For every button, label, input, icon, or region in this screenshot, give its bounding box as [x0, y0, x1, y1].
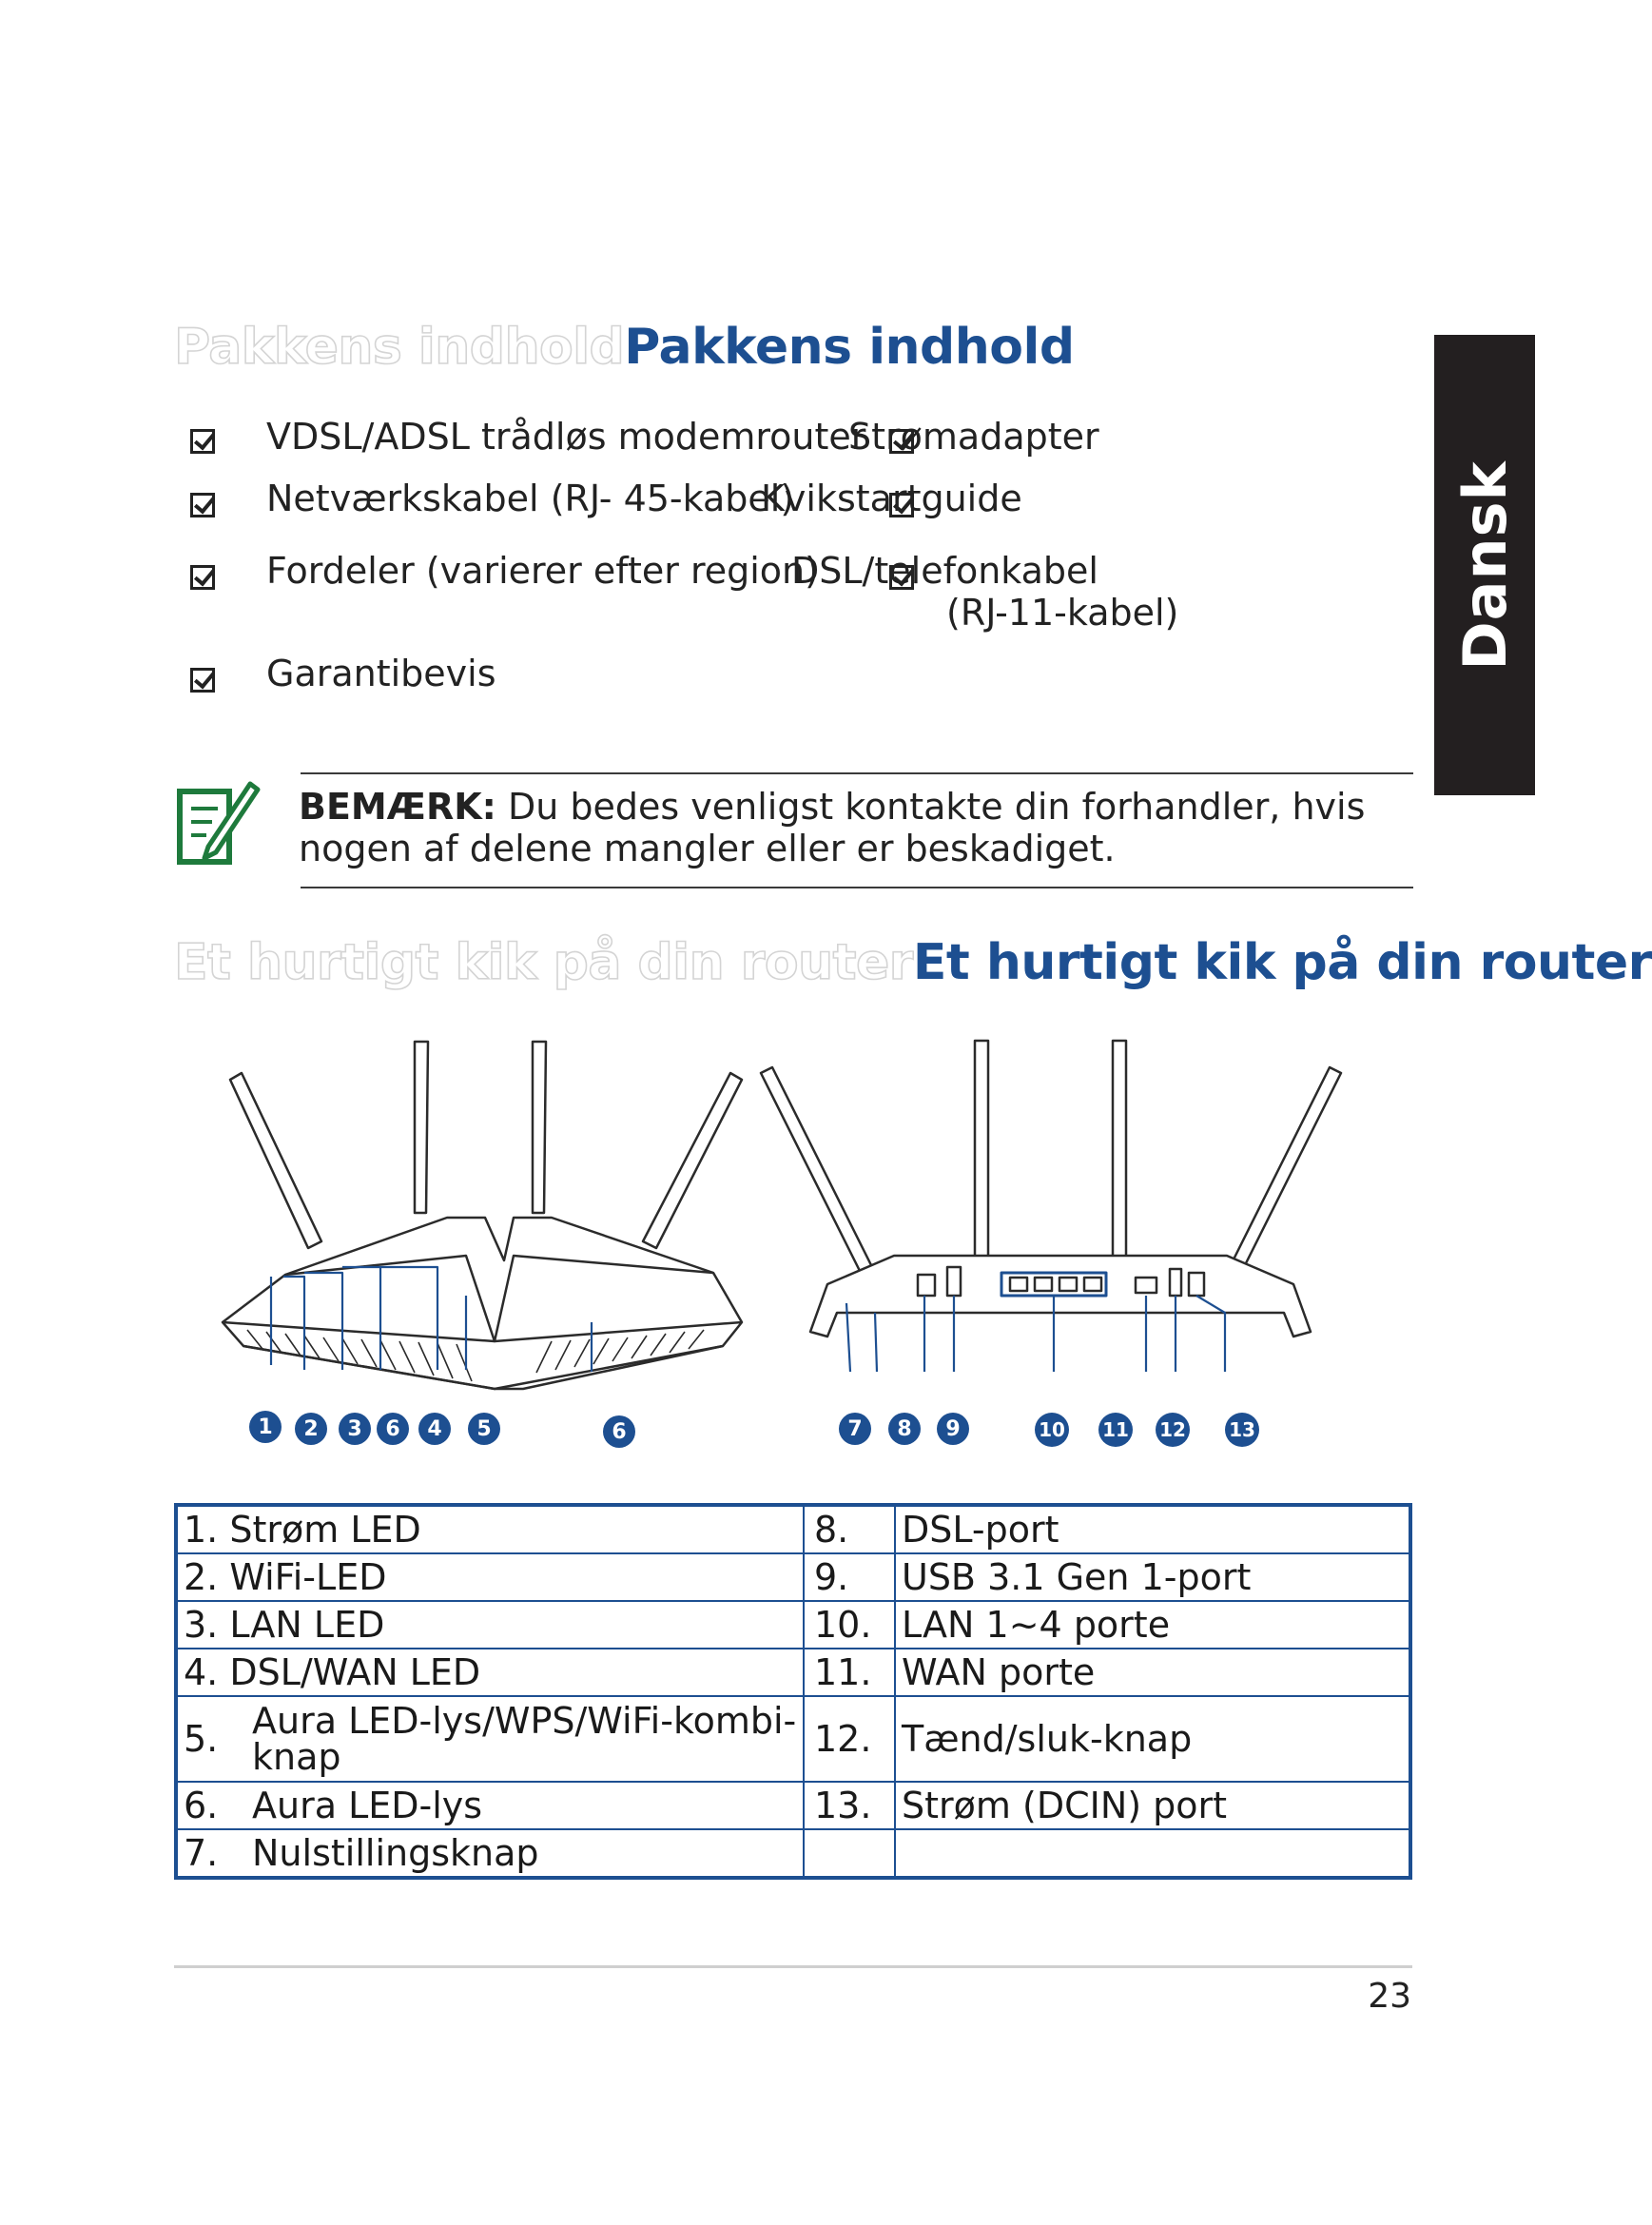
table-cell: 13. — [804, 1782, 895, 1829]
table-cell: 8. — [804, 1505, 895, 1553]
checklist-item: Kvikstartguide — [761, 478, 1022, 519]
table-cell — [176, 1782, 804, 1829]
table-cell — [176, 1505, 804, 1553]
checklist-item: DSL/telefonkabel — [791, 550, 1098, 592]
part-name: DSL/WAN LED — [229, 1651, 481, 1693]
table-row — [176, 1829, 1410, 1878]
row-number: 1. — [184, 1509, 219, 1551]
checkbox-icon — [190, 493, 215, 517]
row-number: 4. — [184, 1651, 219, 1693]
note-label: BEMÆRK: — [299, 786, 496, 828]
parts-table — [174, 1503, 1412, 1880]
checklist-item: Netværkskabel (RJ- 45-kabel) — [266, 478, 795, 519]
table-row — [176, 1649, 1410, 1696]
checklist-row — [190, 484, 215, 526]
router-heading-title: Et hurtigt kik på din router — [912, 934, 1652, 991]
checkbox-icon — [190, 565, 215, 590]
part-name: Aura LED-lys/WPS/WiFi-kombi-knap — [252, 1700, 797, 1778]
checklist-item: VDSL/ADSL trådløs modemrouter — [266, 416, 866, 458]
table-cell: Strøm (DCIN) port — [895, 1782, 1410, 1829]
table-row — [176, 1782, 1410, 1829]
callout-badge: 4 — [418, 1413, 451, 1445]
row-number: 6. — [184, 1785, 219, 1826]
table-cell — [176, 1696, 804, 1782]
table-cell: Tænd/sluk-knap — [895, 1696, 1410, 1782]
router-heading — [174, 934, 1652, 1001]
callout-badge: 9 — [937, 1413, 969, 1445]
table-cell — [176, 1601, 804, 1649]
note-text — [299, 786, 1402, 869]
callout-badge: 5 — [468, 1413, 500, 1445]
callout-badge: 13 — [1225, 1413, 1259, 1447]
note-body: Du bedes venligst kontakte din forhandler, hvis nogen af delene mangler eller er beskadiget. — [299, 786, 1366, 869]
row-number: 7. — [184, 1832, 219, 1874]
row-number: 3. — [184, 1604, 219, 1646]
table-cell — [895, 1829, 1410, 1878]
table-cell: USB 3.1 Gen 1-port — [895, 1553, 1410, 1601]
language-tab — [1434, 335, 1535, 795]
callout-badge: 3 — [339, 1413, 371, 1445]
page-number: 23 — [1368, 1977, 1411, 2016]
router-heading-ghost: Et hurtigt kik på din router — [174, 934, 913, 991]
callout-badge: 2 — [295, 1413, 327, 1445]
checklist-row — [190, 659, 215, 701]
part-name: Nulstillingsknap — [252, 1832, 539, 1874]
checklist-item: Garantibevis — [266, 653, 496, 694]
table-cell — [176, 1649, 804, 1696]
package-heading-title: Pakkens indhold — [624, 319, 1075, 376]
table-cell: WAN porte — [895, 1649, 1410, 1696]
checkbox-icon — [190, 668, 215, 693]
checklist-item: Fordeler (varierer efter region) — [266, 550, 819, 592]
callout-badge: 8 — [888, 1413, 921, 1445]
callout-badge: 1 — [249, 1411, 282, 1443]
table-cell: 12. — [804, 1696, 895, 1782]
checklist-row — [190, 556, 215, 598]
table-cell: 9. — [804, 1553, 895, 1601]
checklist-item-sub: (RJ-11-kabel) — [946, 592, 1179, 634]
table-cell: 10. — [804, 1601, 895, 1649]
row-number: 5. — [184, 1718, 219, 1760]
table-cell: DSL-port — [895, 1505, 1410, 1553]
package-heading-ghost: Pakkens indhold — [174, 319, 625, 376]
table-row — [176, 1553, 1410, 1601]
note-top-rule — [301, 772, 1413, 774]
part-name: WiFi-LED — [229, 1556, 387, 1598]
table-cell: LAN 1~4 porte — [895, 1601, 1410, 1649]
part-name: Strøm LED — [229, 1509, 421, 1551]
footer-rule — [174, 1965, 1412, 1968]
callout-badge: 7 — [839, 1413, 871, 1445]
router-illustration — [209, 1027, 1370, 1465]
table-cell: 11. — [804, 1649, 895, 1696]
router-front-view — [223, 1042, 742, 1389]
table-cell — [176, 1829, 804, 1878]
table-row — [176, 1601, 1410, 1649]
callout-badge: 11 — [1098, 1413, 1133, 1447]
callout-badge: 10 — [1035, 1413, 1069, 1447]
checklist-item: Strømadapter — [848, 416, 1099, 458]
language-tab-label: Dansk — [1449, 459, 1520, 671]
callout-badge: 12 — [1156, 1413, 1190, 1447]
callout-badge: 6 — [603, 1415, 635, 1448]
router-back-view — [761, 1041, 1341, 1372]
part-name: LAN LED — [229, 1604, 385, 1646]
table-row — [176, 1696, 1410, 1782]
checkbox-icon — [190, 429, 215, 454]
table-cell — [176, 1553, 804, 1601]
row-number: 2. — [184, 1556, 219, 1598]
checklist-row — [190, 420, 215, 462]
note-bottom-rule — [301, 887, 1413, 888]
part-name: Aura LED-lys — [252, 1785, 483, 1826]
table-cell — [804, 1829, 895, 1878]
package-heading — [174, 319, 1075, 385]
callout-badge: 6 — [377, 1413, 409, 1445]
table-row — [176, 1505, 1410, 1553]
note-pencil-icon — [174, 772, 262, 871]
